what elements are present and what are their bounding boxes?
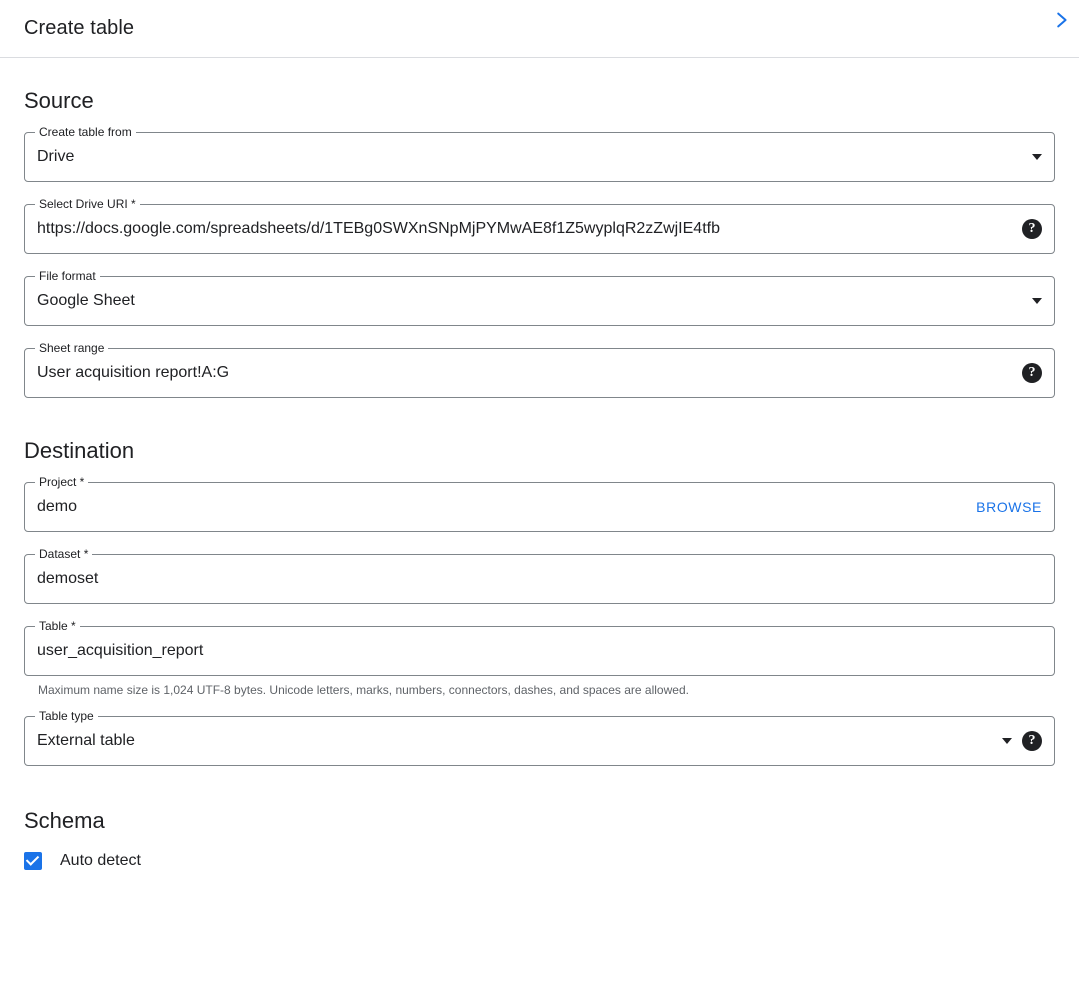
create-table-from-label: Create table from — [35, 125, 136, 139]
chevron-down-icon[interactable] — [1032, 298, 1042, 304]
drive-uri-value: https://docs.google.com/spreadsheets/d/1TEBg0SWXnSNpMjPYMwAE8f1Z5wyplqR2zZwjIE4tfb — [37, 220, 720, 237]
table-name-input[interactable] — [24, 619, 1055, 676]
chevron-down-icon[interactable] — [1002, 738, 1012, 744]
table-type-label: Table type — [35, 709, 98, 723]
help-icon[interactable]: ? — [1022, 363, 1042, 383]
sheet-range-value: User acquisition report!A:G — [37, 364, 230, 381]
chevron-right-icon[interactable] — [1047, 6, 1075, 34]
dataset-label: Dataset * — [35, 547, 92, 561]
dataset-value: demoset — [37, 570, 99, 587]
auto-detect-label[interactable]: Auto detect — [60, 852, 141, 869]
help-icon[interactable]: ? — [1022, 731, 1042, 751]
create-table-from-value: Drive — [37, 148, 75, 165]
project-value: demo — [37, 498, 78, 515]
sheet-range-input[interactable] — [24, 341, 1055, 398]
sheet-range-label: Sheet range — [35, 341, 108, 355]
table-type-value: External table — [37, 732, 135, 749]
table-name-label: Table * — [35, 619, 80, 633]
source-section-title: Source — [24, 88, 94, 113]
browse-button[interactable]: BROWSE — [976, 499, 1042, 515]
auto-detect-row[interactable] — [24, 852, 1055, 870]
dialog-header — [0, 0, 1079, 58]
drive-uri-input[interactable] — [24, 197, 1055, 254]
drive-uri-label: Select Drive URI * — [35, 197, 140, 211]
project-input[interactable] — [24, 475, 1055, 532]
file-format-label: File format — [35, 269, 100, 283]
table-name-helper-text: Maximum name size is 1,024 UTF-8 bytes. Unicode letters, marks, numbers, connectors, dashes, and spaces are allowed. — [38, 683, 689, 697]
create-table-from-select[interactable] — [24, 125, 1055, 182]
page-title: Create table — [24, 17, 135, 39]
schema-section-title: Schema — [24, 808, 105, 833]
file-format-select[interactable] — [24, 269, 1055, 326]
create-table-form — [0, 88, 1079, 870]
table-name-value: user_acquisition_report — [37, 642, 204, 659]
file-format-value: Google Sheet — [37, 292, 135, 309]
project-label: Project * — [35, 475, 88, 489]
table-type-select[interactable] — [24, 709, 1055, 766]
chevron-down-icon[interactable] — [1032, 154, 1042, 160]
destination-section-title: Destination — [24, 438, 135, 463]
dataset-input[interactable] — [24, 547, 1055, 604]
help-icon[interactable]: ? — [1022, 219, 1042, 239]
auto-detect-checkbox[interactable] — [24, 852, 42, 870]
